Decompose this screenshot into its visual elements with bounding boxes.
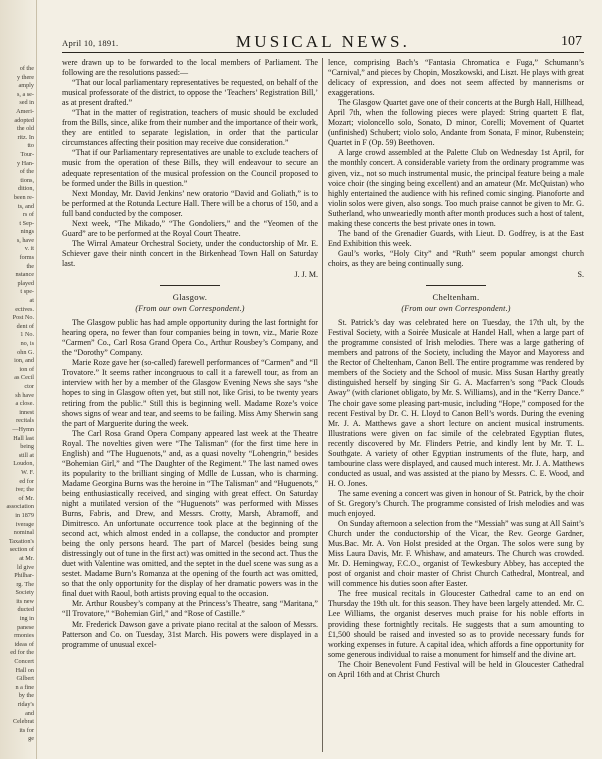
gutter-fragment: Ameri- — [16, 107, 34, 115]
gutter-fragment: recitals — [16, 417, 34, 425]
gutter-fragment: dition, — [18, 185, 34, 193]
gutter-fragment: n a fine — [15, 683, 34, 691]
section-heading-cheltenham: Cheltenham. — [432, 292, 480, 303]
gutter-fragment: nominal — [13, 529, 34, 537]
gutter-fragment: dent of — [16, 322, 34, 330]
paragraph: The band of the Grenadier Guards, with Lieut. D. Godfrey, is at the East End Exhibition this week. — [328, 228, 584, 248]
gutter-fragment: at Mr. — [19, 554, 34, 562]
gutter-fragment: ive; the — [15, 486, 34, 494]
gutter-fragment: Loudon, — [13, 460, 34, 468]
gutter-fragment: innest — [19, 408, 34, 416]
section-heading-glasgow: Glasgow. — [172, 292, 208, 303]
gutter-fragment: ed for the — [10, 649, 34, 657]
glasgow-article-body — [62, 318, 318, 650]
gutter-fragment: ts, and — [17, 202, 34, 210]
paragraph: The same evening a concert was given in honour of St. Patrick, by the choir of St. Gregory’s Church. The programme consisted of Irish melodies and was much enjoyed. — [328, 488, 584, 519]
gutter-fragment: ohn G. — [17, 348, 34, 356]
gutter-fragment: v. it — [24, 245, 34, 253]
gutter-fragment: played — [17, 279, 34, 287]
gutter-fragment: ion, and — [14, 357, 34, 365]
paragraph: The Glasgow Quartet gave one of their concerts at the Burgh Hall, Hillhead, April 7th, when the following pieces were played: String quartett E flat, Mozart; violoncello solo, Sonato, D minor, Corelli; Movement of Quartet (unfinished) Schubert; violo solo, Andante from Sonata, F minor, Rubenstein; Quartet in F (Op. 59) Beethoven. — [328, 98, 584, 148]
gutter-fragment: tto — [27, 142, 34, 150]
section-subheading-glasgow: (From our own Correspondent.) — [135, 304, 245, 314]
gutter-fragment: of the — [19, 168, 34, 176]
paragraph: The Choir Benevolent Fund Festival will be held in Gloucester Cathedral on April 16th and at Christ Church — [328, 659, 584, 679]
gutter-fragment: and — [25, 709, 34, 717]
gutter-fragment: no, is — [20, 340, 34, 348]
gutter-fragment: sed in — [19, 99, 34, 107]
left-article-body — [62, 58, 318, 269]
gutter-fragment: panese — [17, 623, 34, 631]
gutter-fragment: y there — [16, 73, 34, 81]
gutter-fragment: ritz. In — [17, 133, 34, 141]
gutter-fragment: rs of — [22, 211, 34, 219]
gutter-fragment: nstance — [15, 271, 34, 279]
gutter-fragment: iverage — [15, 520, 34, 528]
gutter-fragment: the — [26, 262, 34, 270]
gutter-fragment: rg. The — [16, 580, 34, 588]
paragraph: Mr. Frederick Dawson gave a private piano recital at the saloon of Messrs. Patterson and Co. on Tuesday, 31st March. His powers were displayed in a programme of unusual excel- — [62, 619, 318, 649]
gutter-fragment: of the — [19, 65, 34, 72]
left-column — [62, 58, 318, 758]
cheltenham-article-body — [328, 318, 584, 680]
column-divider — [322, 58, 323, 752]
gutter-fragment: the old — [16, 125, 34, 133]
paragraph: The Carl Rosa Grand Opera Company appeared last week at the Theatre Royal. The novelties given were “The Talisman” (for the first time here in English) and “The Huguenots,” and, as a quasi novelty “Lohengrin,” besides “Bohemian Girl,” and “The Daughter of the Regiment.” The last named owes its popularity to the brilliant singing of Mdlle de Lussan, who is charming. Madame Georgina Burns was the heroine in “The Talisman” and “Huguenots,” being enthusiastically received, and singing with great effect. On Saturday night a mutilated version of the “Huguenots” was performed with Misses Burns, Fabris, and Drew, and Messrs. Crotty, Marsh, Abramoff, and Dimitresco. An unfortunate occurrence took place at the beginning of the second act, which almost ended in a collapse, the conductor and prompter being the only persons heard. The part of Marcel (besides being sung distressingly out of tune in the first act) was omitted in the second act. Thus the duet with Valentine was omitted, and the septet in the duel scene was sung as a sestet. Madame Burn’s Romanza at the opening of the fourth act was omitted, so that the only opportunity for the display of her dramatic powers was in the final duet with Raoul, both artists proving equal to the occasion. — [62, 428, 318, 599]
gutter-fragment: sh have — [15, 391, 34, 399]
gutter-fragment: of Mr. — [18, 494, 34, 502]
gutter-fragment: Tour- — [20, 150, 34, 158]
paragraph: Gaul’s works, “Holy City” and “Ruth” seem popular amongst church choirs, as they are being continually sung. — [328, 248, 584, 268]
gutter-fragment: being — [20, 443, 34, 451]
paragraph: The Glasgow public has had ample opportunity during the last fortnight for hearing opera, no fewer than four companies being in town, viz., Marie Roze “Carmen” Co., Carl Rosa Grand Opera Co., Arthur Rousbey’s Company, and the “Dorothy” Company. — [62, 318, 318, 358]
gutter-fragment: nings — [20, 228, 34, 236]
gutter-fragment: y Han- — [16, 159, 34, 167]
gutter-fragment: Philhar- — [14, 572, 34, 580]
paragraph: lence, comprising Bach’s “Fantasia Chromatica e Fuga,” Schumann’s “Carnival,” and pieces by Chopin, Moszkowski, and Liszt. He plays with great delicacy of expression, and does not seem affected by mannerisms or exaggerations. — [328, 58, 584, 98]
gutter-fragment: amply — [18, 82, 34, 90]
gutter-fragment: ectives. — [15, 305, 34, 313]
gutter-fragment: Concert — [14, 658, 34, 666]
gutter-fragment: ctor — [24, 383, 34, 390]
gutter-fragment: Hall on — [15, 666, 34, 674]
paragraph: On Sunday afternoon a selection from the “Messiah” was sung at All Saint’s Church under the conductorship of the Vicar, the Rev. George Gardner, Mus.Bac. Mr. A. Von Holst presided at the Organ. The solos were sung by Miss Laura Davis, Mr. F. Whishaw, and amateurs. The Church was crowded. Mr. D. Hemingway, F.C.O., organist of Tewkesbury Abbey, has accepted the post of organist and choir master of Christ Church Cathedral, Montreal, and will commence his duties soon after Easter. — [328, 519, 584, 589]
gutter-fragment: Celebrat — [13, 718, 34, 726]
gutter-fragment: Society — [15, 589, 34, 597]
paragraph: Marie Roze gave her (so-called) farewell performances of “Carmen” and “Il Trovatore.” It seems rather incongruous to call it a farewell tour, as from an interview with her by a member of the Glasgow Evening News she says “she hopes to sing in Glasgow often yet, but still not, like Grisi, to be twenty years retiring from the public.” Still this is beginning well. Madame Roze’s voice shows signs of wear and tear, and seems to be failing. Miss Amy Sherwin sang the part of Marguerite during the week. — [62, 358, 318, 428]
gutter-fragment: adopted — [14, 116, 34, 124]
paragraph: “That if our Parliamentary representatives are unable to exclude teachers of music from the operation of these Bills, they will endeavour to secure an adequate representation of the musical profession on the Council proposed to be formed under the Bills in question.” — [62, 148, 318, 188]
right-signature: S. — [577, 269, 584, 279]
page-header — [62, 28, 584, 53]
gutter-fragment: W. F. — [21, 468, 34, 476]
paragraph: The free musical recitals in Gloucester Cathedral came to an end on Thursday the 19th ult. for this season. They have been largely attended. Mr. C. Lee Williams, the organist deserves much praise for his noble efforts in providing these fortnightly recitals. He suggests that a sum amounting to £1,500 should be raised and invested so as to provide necessary funds for working expenses in future. A capital idea, which affords a fine opportunity for some generous individual to raise a monument for himself and the divine art. — [328, 589, 584, 659]
gutter-fragment: s, a se- — [16, 90, 34, 98]
paragraph: Next Monday, Mr. David Jenkins’ new oratorio “David and Goliath,” is to be performed at the Rotunda Lecture Hall. There will be a chorus of 150, and a full band conducted by the composer. — [62, 188, 318, 218]
gutter-fragment: forms — [19, 254, 34, 262]
gutter-fragment: ge — [28, 735, 34, 743]
left-signature: J. J. M. — [294, 269, 318, 279]
header-date: April 10, 1891. — [62, 38, 119, 48]
gutter-fragment: been re- — [13, 193, 34, 201]
gutter-fragment: ion of — [19, 365, 34, 373]
gutter-fragment: 1 No. — [20, 331, 34, 339]
paragraph: Mr. Arthur Rousbey’s company at the Princess’s Theatre, sang “Maritana,” “Il Trovatore,” “Bohemian Girl,” and “Rose of Castille.” — [62, 599, 318, 619]
section-subheading-cheltenham: (From our own Correspondent.) — [401, 304, 511, 314]
right-article-body — [328, 58, 584, 269]
gutter-fragment: Hall last — [13, 434, 34, 442]
paragraph: The Wirral Amateur Orchestral Society, under the conductorship of Mr. E. Schiever gave their ninth concert in the Birkenhead Town Hall on Saturday last. — [62, 238, 318, 268]
paragraph: were drawn up to be forwarded to the local members of Parliament. The following are the resolutions passed:— — [62, 58, 318, 78]
gutter-fragment: t spe- — [20, 288, 34, 296]
paragraph: A large crowd assembled at the Palette Club on Wednesday 1st April, for the monthly concert. A considerable variety from the ordinary programme was given, viz., not so much instrumental music, the principal feature being a male voice choir (the singing being excellent) and an amateur (Mr. McQuistan) who highly entertained the audience with his refined comic singing. Pianoforte and violin solos were given, also songs. Too much praise cannot be given to Mr. G. Sutherland, who unweariedly month after month produces such a host of talent, making these concerts the best private ones in town. — [328, 148, 584, 228]
gutter-fragment: ld give — [16, 563, 34, 571]
gutter-fragment: Post No. — [12, 314, 34, 322]
paragraph: St. Patrick’s day was celebrated here on Tuesday, the 17th ult, by the Festival Society, with a Soirée Musicale at Handel Hall, when a large part of the programme consisted of Irish melodies. There was a large gathering of members and patrons of the Society, including the Mayor and Mayoress and the Rector of Cheltenham, Canon Bell. The entire programme was rendered by members of the Society and the School of music. Miss Susan Harthy greatly distinguished herself by singing Sir G. A. Macfarren’s song “Pack Clouds Away” (with clarionet obligato, by Mr. S. Williams), and in the “Kerry Dance.” The choir gave some pleasing part-music, including “Hope,” composed for the recent Festival by Dr. C. H. Lloyd to Canon Bell’s words. During the evening Mr. J. A. Matthews gave a short lecture on ancient musical instruments. Illustrations were given on fac simile of the celebrated Egyptian flutes, recently discovered by Mr. Flinders Petrie, and kindly lent by Mr. T. L. Southgate. A variety of other Egyptian instruments of the flute, harp, and tambourine class were displayed, and caused much interest. Mr. J. A. Matthews conducted as usual, and was assisted at the piano by Messrs. C. E. Wood, and H. O. Jones. — [328, 318, 584, 488]
gutter-fragment: still at — [18, 451, 34, 459]
gutter-fragment: ducted — [17, 606, 34, 614]
gutter-fragment: Gilbert — [16, 675, 34, 683]
section-rule — [160, 285, 220, 286]
right-column — [328, 58, 584, 758]
gutter-fragment: tions, — [20, 176, 34, 184]
left-page-gutter — [0, 0, 40, 759]
gutter-fragment: at — [29, 297, 34, 305]
gutter-fragment: as Cecil — [14, 374, 34, 382]
gutter-rule — [36, 0, 37, 759]
gutter-fragment: association — [6, 503, 34, 511]
gutter-fragment: —Hymn — [12, 425, 34, 433]
gutter-fragment: riday's — [17, 701, 34, 709]
gutter-fragment: its for — [19, 726, 34, 734]
paragraph: “That in the matter of registration, teachers of music should be excluded from the Bills, since, alike from their number and the importance of their work, they are entitled to separate legislation, in order that the particular circumstances affecting their position may receive due consideration.” — [62, 108, 318, 148]
gutter-fragment: its new — [16, 597, 34, 605]
gutter-fragment: rmonies — [14, 632, 34, 640]
paragraph: Next week, “The Mikado,” “The Gondoliers,” and the “Yeomen of the Guard” are to be performed at the Royal Court Theatre. — [62, 218, 318, 238]
page-number: 107 — [561, 34, 582, 49]
gutter-fragment: ing in — [19, 615, 34, 623]
gutter-fragment: s, have — [16, 236, 34, 244]
gutter-fragment: in 1879 — [15, 511, 34, 519]
gutter-fragment: by the — [18, 692, 34, 700]
masthead-title: MUSICAL NEWS. — [235, 32, 411, 51]
paragraph: “That our local parliamentary representatives be requested, on behalf of the musical professorate of the district, to oppose the ‘Teachers’ Registration Bill,’ as at present drafted.” — [62, 78, 318, 108]
gutter-fragment: ideas of — [14, 640, 34, 648]
gutter-fragment: section of — [9, 546, 34, 554]
gutter-fragment: ed for — [19, 477, 34, 485]
gutter-fragment: t Sep- — [19, 219, 34, 227]
gutter-fragment: a close. — [15, 400, 34, 408]
gutter-fragment: Taxation's — [8, 537, 34, 545]
section-rule — [426, 285, 486, 286]
